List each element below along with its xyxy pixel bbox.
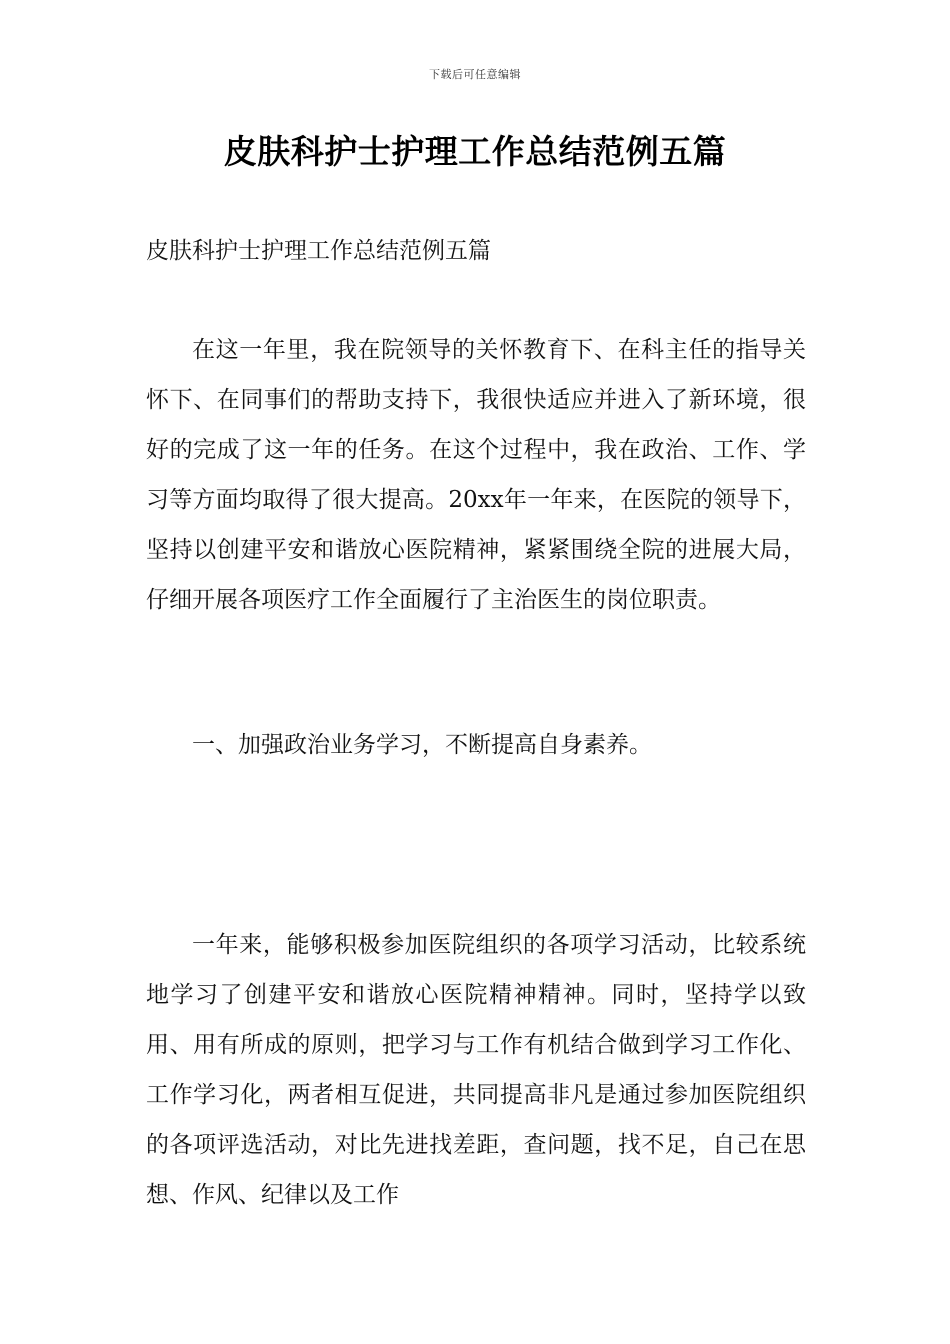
section-heading: 一、加强政治业务学习，不断提高自身素养。 [192,732,652,758]
document-subtitle: 皮肤科护士护理工作总结范例五篇 [146,238,491,264]
body-paragraph: 在这一年里，我在院领导的关怀教育下、在科主任的指导关怀下、在同事们的帮助支持下，我很快适应并进入了新环境，很好的完成了这一年的任务。在这个过程中，我在政治、工作、学习等方面均取得了很大提高。20xx年一年来，在医院的领导下，坚持以创建平安和谐放心医院精神，紧紧围绕全院的进展大局，仔细开展各项医疗工作全面履行了主治医生的岗位职责。 [146,337,806,613]
header-note: 下载后可任意编辑 [429,68,521,81]
document-title: 皮肤科护士护理工作总结范例五篇 [223,132,727,171]
body-paragraph: 一年来，能够积极参加医院组织的各项学习活动，比较系统地学习了创建平安和谐放心医院精神精神。同时，坚持学以致用、用有所成的原则，把学习与工作有机结合做到学习工作化、工作学习化，两者相互促进，共同提高非凡是通过参加医院组织的各项评选活动，对比先进找差距，查问题，找不足，自己在思想、作风、纪律以及工作 [146,932,806,1208]
